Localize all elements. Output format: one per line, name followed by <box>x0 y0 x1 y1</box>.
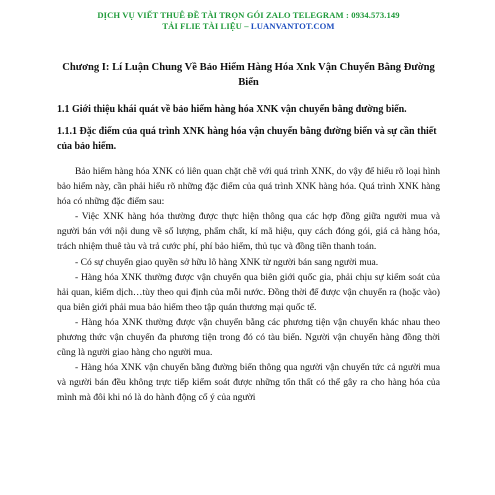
banner-line-2-prefix: TẢI FLIE TÀI LIỆU – <box>162 21 251 31</box>
paragraph-intro: Bảo hiểm hàng hóa XNK có liên quan chặt chẽ với quá trình XNK, do vậy để hiểu rõ loại hình bảo hiểm này, cần phải hiểu rõ những đặc điểm của quá trình XNK hàng hóa. Quá trình XNK hàng hóa có những đặc điểm sau: <box>57 166 440 208</box>
paragraph-bullet-loss: - Hàng hóa XNK vận chuyển bằng đường biển thông qua người vận chuyển tức cả người mua và người bán đều không trực tiếp kiểm soát được những tổn thất có thể gây ra cho hàng hóa của mình mà đôi khi nó là do hành động cố ý của người <box>57 362 440 404</box>
section-heading-1-1-1: 1.1.1 Đặc điểm của quá trình XNK hàng hóa vận chuyển bằng đường biển và sự cần thiết của bảo hiểm. <box>57 126 437 152</box>
paragraph-bullet-ownership: - Có sự chuyển giao quyền sở hữu lô hàng XNK từ người bán sang người mua. <box>75 256 379 268</box>
document-page <box>57 10 440 406</box>
chapter-title: Chương I: Lí Luận Chung Về Bảo Hiểm Hàng Hóa Xnk Vận Chuyển Bằng Đường Biển <box>62 62 435 88</box>
paragraph-bullet-contract: - Việc XNK hàng hóa thường được thực hiện thông qua các hợp đồng giữa người mua và người bán với nội dung về số lượng, phẩm chất, kí mã hiệu, quy cách đóng gói, giá cả hàng hóa, trách nhiệm thuê tàu và trả cước phí, phí bảo hiểm, thủ tục và đồng tiền thanh toán. <box>57 211 440 253</box>
paragraph-bullet-customs: - Hàng hóa XNK thường được vận chuyển qua biên giới quốc gia, phải chịu sự kiểm soát của hải quan, kiểm dịch…tùy theo qui định của mỗi nước. Đồng thời để được vận chuyển ra (hoặc vào) qua biên giới phải mua bảo hiểm theo tập quán thương mại quốc tế. <box>57 271 440 313</box>
section-heading-1-1: 1.1 Giới thiệu khái quát về bảo hiểm hàng hóa XNK vận chuyển bằng đường biển. <box>57 104 407 115</box>
banner-site-link[interactable]: LUANVANTOT.COM <box>250 21 335 31</box>
banner-line-1: DỊCH VỤ VIẾT THUÊ ĐỀ TÀI TRỌN GÓI ZALO TELEGRAM : 0934.573.149 <box>97 10 400 20</box>
promo-banner <box>57 10 440 32</box>
banner-line-2 <box>57 21 440 32</box>
paragraph-bullet-transport: - Hàng hóa XNK thường được vận chuyển bằng các phương tiện vận chuyển khác nhau theo phương thức vận chuyển đa phương tiện trong đó có tàu biển. Người vận chuyển hàng đồng thời cũng là người giao hàng cho người mua. <box>57 316 440 359</box>
